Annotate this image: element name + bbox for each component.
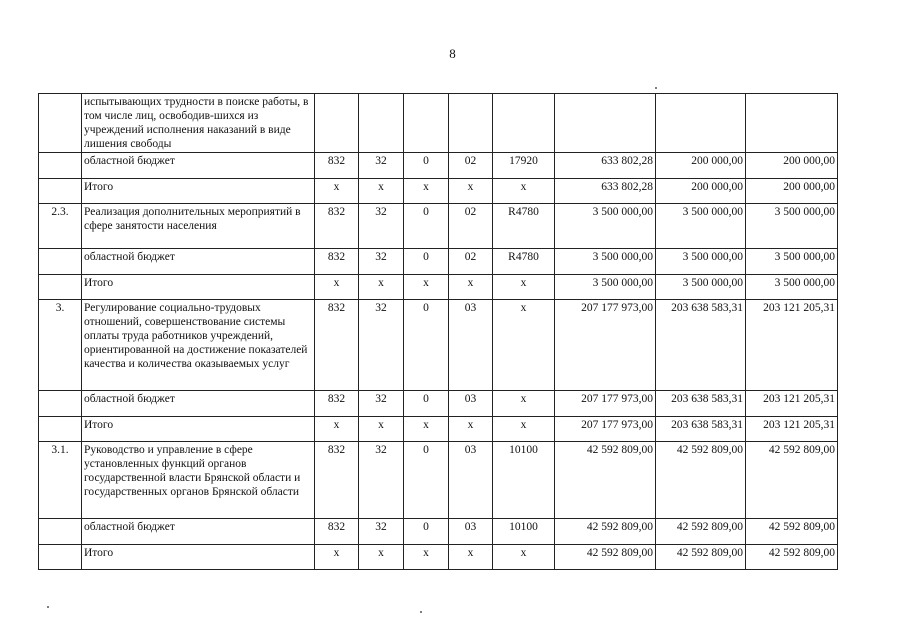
code-section: 03 (449, 391, 493, 417)
amount-year-1: 207 177 973,00 (555, 417, 656, 442)
code-pp: х (359, 545, 404, 570)
amount-year-3: 3 500 000,00 (746, 249, 838, 275)
row-index (39, 249, 82, 275)
amount-year-2: 42 592 809,00 (656, 545, 746, 570)
code-target: х (493, 545, 555, 570)
table-row (39, 94, 838, 153)
amount-year-3: 3 500 000,00 (746, 204, 838, 249)
code-gp: 832 (315, 204, 359, 249)
row-description: областной бюджет (82, 391, 315, 417)
amount-year-3: 203 121 205,31 (746, 417, 838, 442)
table-row (39, 442, 838, 519)
code-gp: 832 (315, 300, 359, 391)
amount-year-1: 42 592 809,00 (555, 545, 656, 570)
code-section (449, 94, 493, 153)
amount-year-1: 42 592 809,00 (555, 442, 656, 519)
code-gp: 832 (315, 519, 359, 545)
amount-year-1: 42 592 809,00 (555, 519, 656, 545)
scan-speck (47, 606, 49, 608)
code-0: х (404, 545, 449, 570)
row-index (39, 275, 82, 300)
row-description: Итого (82, 275, 315, 300)
table-row (39, 391, 838, 417)
table-row (39, 179, 838, 204)
code-target: 17920 (493, 153, 555, 179)
amount-year-3: 200 000,00 (746, 179, 838, 204)
row-description: Итого (82, 545, 315, 570)
code-0: 0 (404, 153, 449, 179)
table-row (39, 204, 838, 249)
code-0: 0 (404, 391, 449, 417)
row-index: 3. (39, 300, 82, 391)
code-0: 0 (404, 442, 449, 519)
code-target: R4780 (493, 204, 555, 249)
code-section: 03 (449, 442, 493, 519)
code-target: 10100 (493, 442, 555, 519)
code-section: х (449, 275, 493, 300)
code-pp: 32 (359, 300, 404, 391)
code-gp: 832 (315, 153, 359, 179)
code-pp: х (359, 417, 404, 442)
code-section: х (449, 417, 493, 442)
code-0: 0 (404, 519, 449, 545)
code-section: 03 (449, 519, 493, 545)
table-row (39, 545, 838, 570)
amount-year-2: 3 500 000,00 (656, 275, 746, 300)
code-target: 10100 (493, 519, 555, 545)
amount-year-2: 42 592 809,00 (656, 519, 746, 545)
row-index: 3.1. (39, 442, 82, 519)
code-gp: х (315, 179, 359, 204)
amount-year-3: 42 592 809,00 (746, 545, 838, 570)
code-pp: 32 (359, 442, 404, 519)
row-index (39, 519, 82, 545)
code-pp: 32 (359, 153, 404, 179)
amount-year-3: 200 000,00 (746, 153, 838, 179)
page-number: 8 (449, 46, 456, 61)
table-row (39, 275, 838, 300)
code-pp: х (359, 179, 404, 204)
amount-year-2: 203 638 583,31 (656, 300, 746, 391)
amount-year-2: 203 638 583,31 (656, 417, 746, 442)
code-gp: х (315, 545, 359, 570)
code-pp: х (359, 275, 404, 300)
row-index (39, 417, 82, 442)
code-0: х (404, 275, 449, 300)
amount-year-3: 3 500 000,00 (746, 275, 838, 300)
code-0: 0 (404, 249, 449, 275)
amount-year-2 (656, 94, 746, 153)
row-index (39, 391, 82, 417)
amount-year-3: 203 121 205,31 (746, 391, 838, 417)
amount-year-1: 3 500 000,00 (555, 204, 656, 249)
scan-speck (655, 87, 657, 89)
row-description: областной бюджет (82, 519, 315, 545)
code-pp: 32 (359, 249, 404, 275)
code-target: R4780 (493, 249, 555, 275)
row-description: Итого (82, 179, 315, 204)
row-description: Руководство и управление в сфере установленных функций органов государственной власти Брянской области и государственных органов Брянской области (82, 442, 315, 519)
amount-year-2: 203 638 583,31 (656, 391, 746, 417)
row-description: Итого (82, 417, 315, 442)
code-section: х (449, 179, 493, 204)
code-gp: 832 (315, 442, 359, 519)
amount-year-2: 200 000,00 (656, 179, 746, 204)
code-gp (315, 94, 359, 153)
table-row (39, 300, 838, 391)
amount-year-1: 3 500 000,00 (555, 249, 656, 275)
budget-table (38, 93, 838, 570)
amount-year-2: 3 500 000,00 (656, 204, 746, 249)
table-row (39, 249, 838, 275)
code-target: х (493, 300, 555, 391)
amount-year-2: 42 592 809,00 (656, 442, 746, 519)
row-index (39, 153, 82, 179)
code-target: х (493, 179, 555, 204)
row-description: Регулирование социально-трудовых отношений, совершенствование системы оплаты труда работников учреждений, ориентированной на достижение показателей качества и количества оказываемых услуг (82, 300, 315, 391)
row-description: областной бюджет (82, 249, 315, 275)
amount-year-1 (555, 94, 656, 153)
amount-year-1: 633 802,28 (555, 153, 656, 179)
row-description: областной бюджет (82, 153, 315, 179)
code-0 (404, 94, 449, 153)
code-pp: 32 (359, 519, 404, 545)
table-row (39, 417, 838, 442)
code-0: х (404, 417, 449, 442)
code-section: 02 (449, 204, 493, 249)
row-index (39, 94, 82, 153)
amount-year-1: 3 500 000,00 (555, 275, 656, 300)
code-pp: 32 (359, 204, 404, 249)
code-target: х (493, 417, 555, 442)
row-index (39, 179, 82, 204)
amount-year-1: 207 177 973,00 (555, 300, 656, 391)
amount-year-3: 42 592 809,00 (746, 442, 838, 519)
amount-year-3 (746, 94, 838, 153)
amount-year-1: 633 802,28 (555, 179, 656, 204)
amount-year-1: 207 177 973,00 (555, 391, 656, 417)
code-0: 0 (404, 300, 449, 391)
code-gp: х (315, 275, 359, 300)
code-target: х (493, 391, 555, 417)
code-0: х (404, 179, 449, 204)
code-pp (359, 94, 404, 153)
code-section: 03 (449, 300, 493, 391)
code-0: 0 (404, 204, 449, 249)
table-row (39, 153, 838, 179)
code-gp: 832 (315, 249, 359, 275)
code-gp: 832 (315, 391, 359, 417)
code-target (493, 94, 555, 153)
amount-year-2: 200 000,00 (656, 153, 746, 179)
amount-year-2: 3 500 000,00 (656, 249, 746, 275)
table-row (39, 519, 838, 545)
row-index (39, 545, 82, 570)
code-pp: 32 (359, 391, 404, 417)
amount-year-3: 42 592 809,00 (746, 519, 838, 545)
row-description: Реализация дополнительных мероприятий в сфере занятости населения (82, 204, 315, 249)
code-section: 02 (449, 153, 493, 179)
code-section: 02 (449, 249, 493, 275)
amount-year-3: 203 121 205,31 (746, 300, 838, 391)
row-index: 2.3. (39, 204, 82, 249)
scan-speck (420, 611, 422, 613)
code-gp: х (315, 417, 359, 442)
code-target: х (493, 275, 555, 300)
code-section: х (449, 545, 493, 570)
row-description: испытывающих трудности в поиске работы, в том числе лиц, освободив-шихся из учреждений исполнения наказаний в виде лишения свободы (82, 94, 315, 153)
